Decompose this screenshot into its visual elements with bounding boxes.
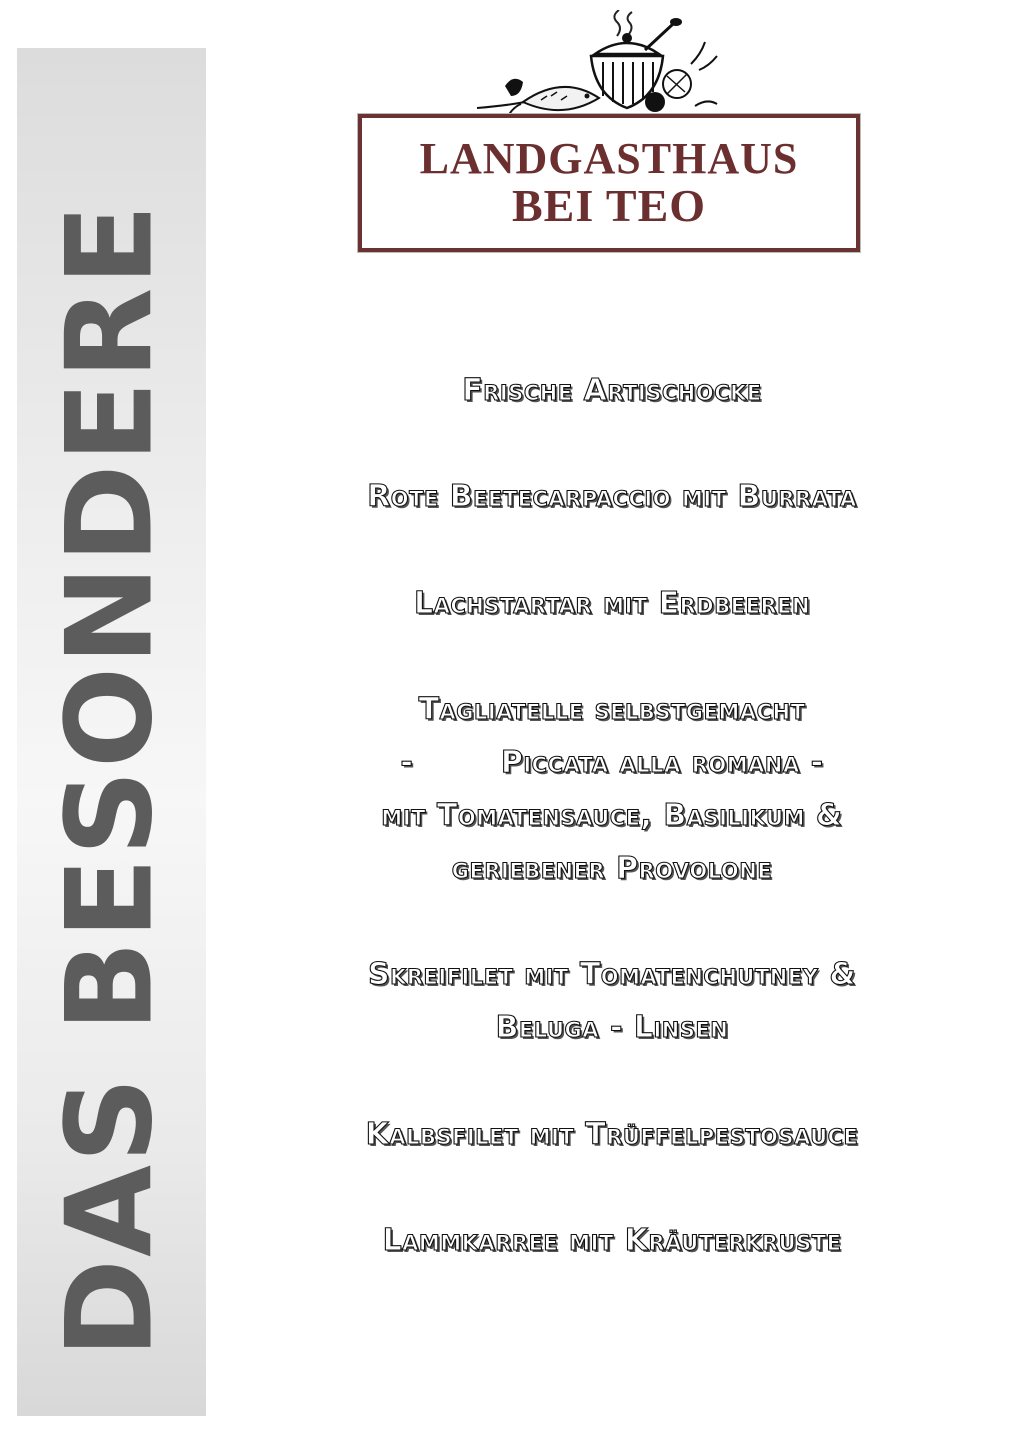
menu-item-kalbsfilet: Kalbsfilet mit Trüffelpestosauce	[365, 1117, 859, 1152]
logo-sign	[358, 114, 860, 252]
menu-item-beetecarpaccio: Rote Beetecarpaccio mit Burrata	[367, 479, 857, 514]
restaurant-logo	[355, 10, 867, 258]
menu-item-piccata-desc-2: geriebener Provolone	[451, 851, 773, 886]
side-title: DAS BESONDERE	[41, 202, 180, 1358]
cooking-pot-illustration	[355, 10, 867, 130]
logo-line-2: BEI TEO	[511, 179, 707, 231]
logo-line-1: LANDGASTHAUS	[419, 133, 799, 183]
menu-item-tagliatelle: Tagliatelle selbstgemacht	[418, 692, 806, 727]
menu-item-piccata: - Piccata alla romana -	[400, 745, 824, 780]
menu-item-skreifilet-desc: Beluga - Linsen	[495, 1010, 729, 1045]
menu-item-lachstartar: Lachstartar mit Erdbeeren	[413, 586, 811, 621]
menu-item-lammkarree: Lammkarree mit Kräuterkruste	[382, 1223, 842, 1258]
menu-item-piccata-desc-1: mit Tomatensauce, Basilikum &	[381, 798, 843, 833]
menu-item-skreifilet: Skreifilet mit Tomatenchutney &	[367, 957, 857, 992]
menu-item-artischocke: Frische Artischocke	[462, 373, 762, 408]
